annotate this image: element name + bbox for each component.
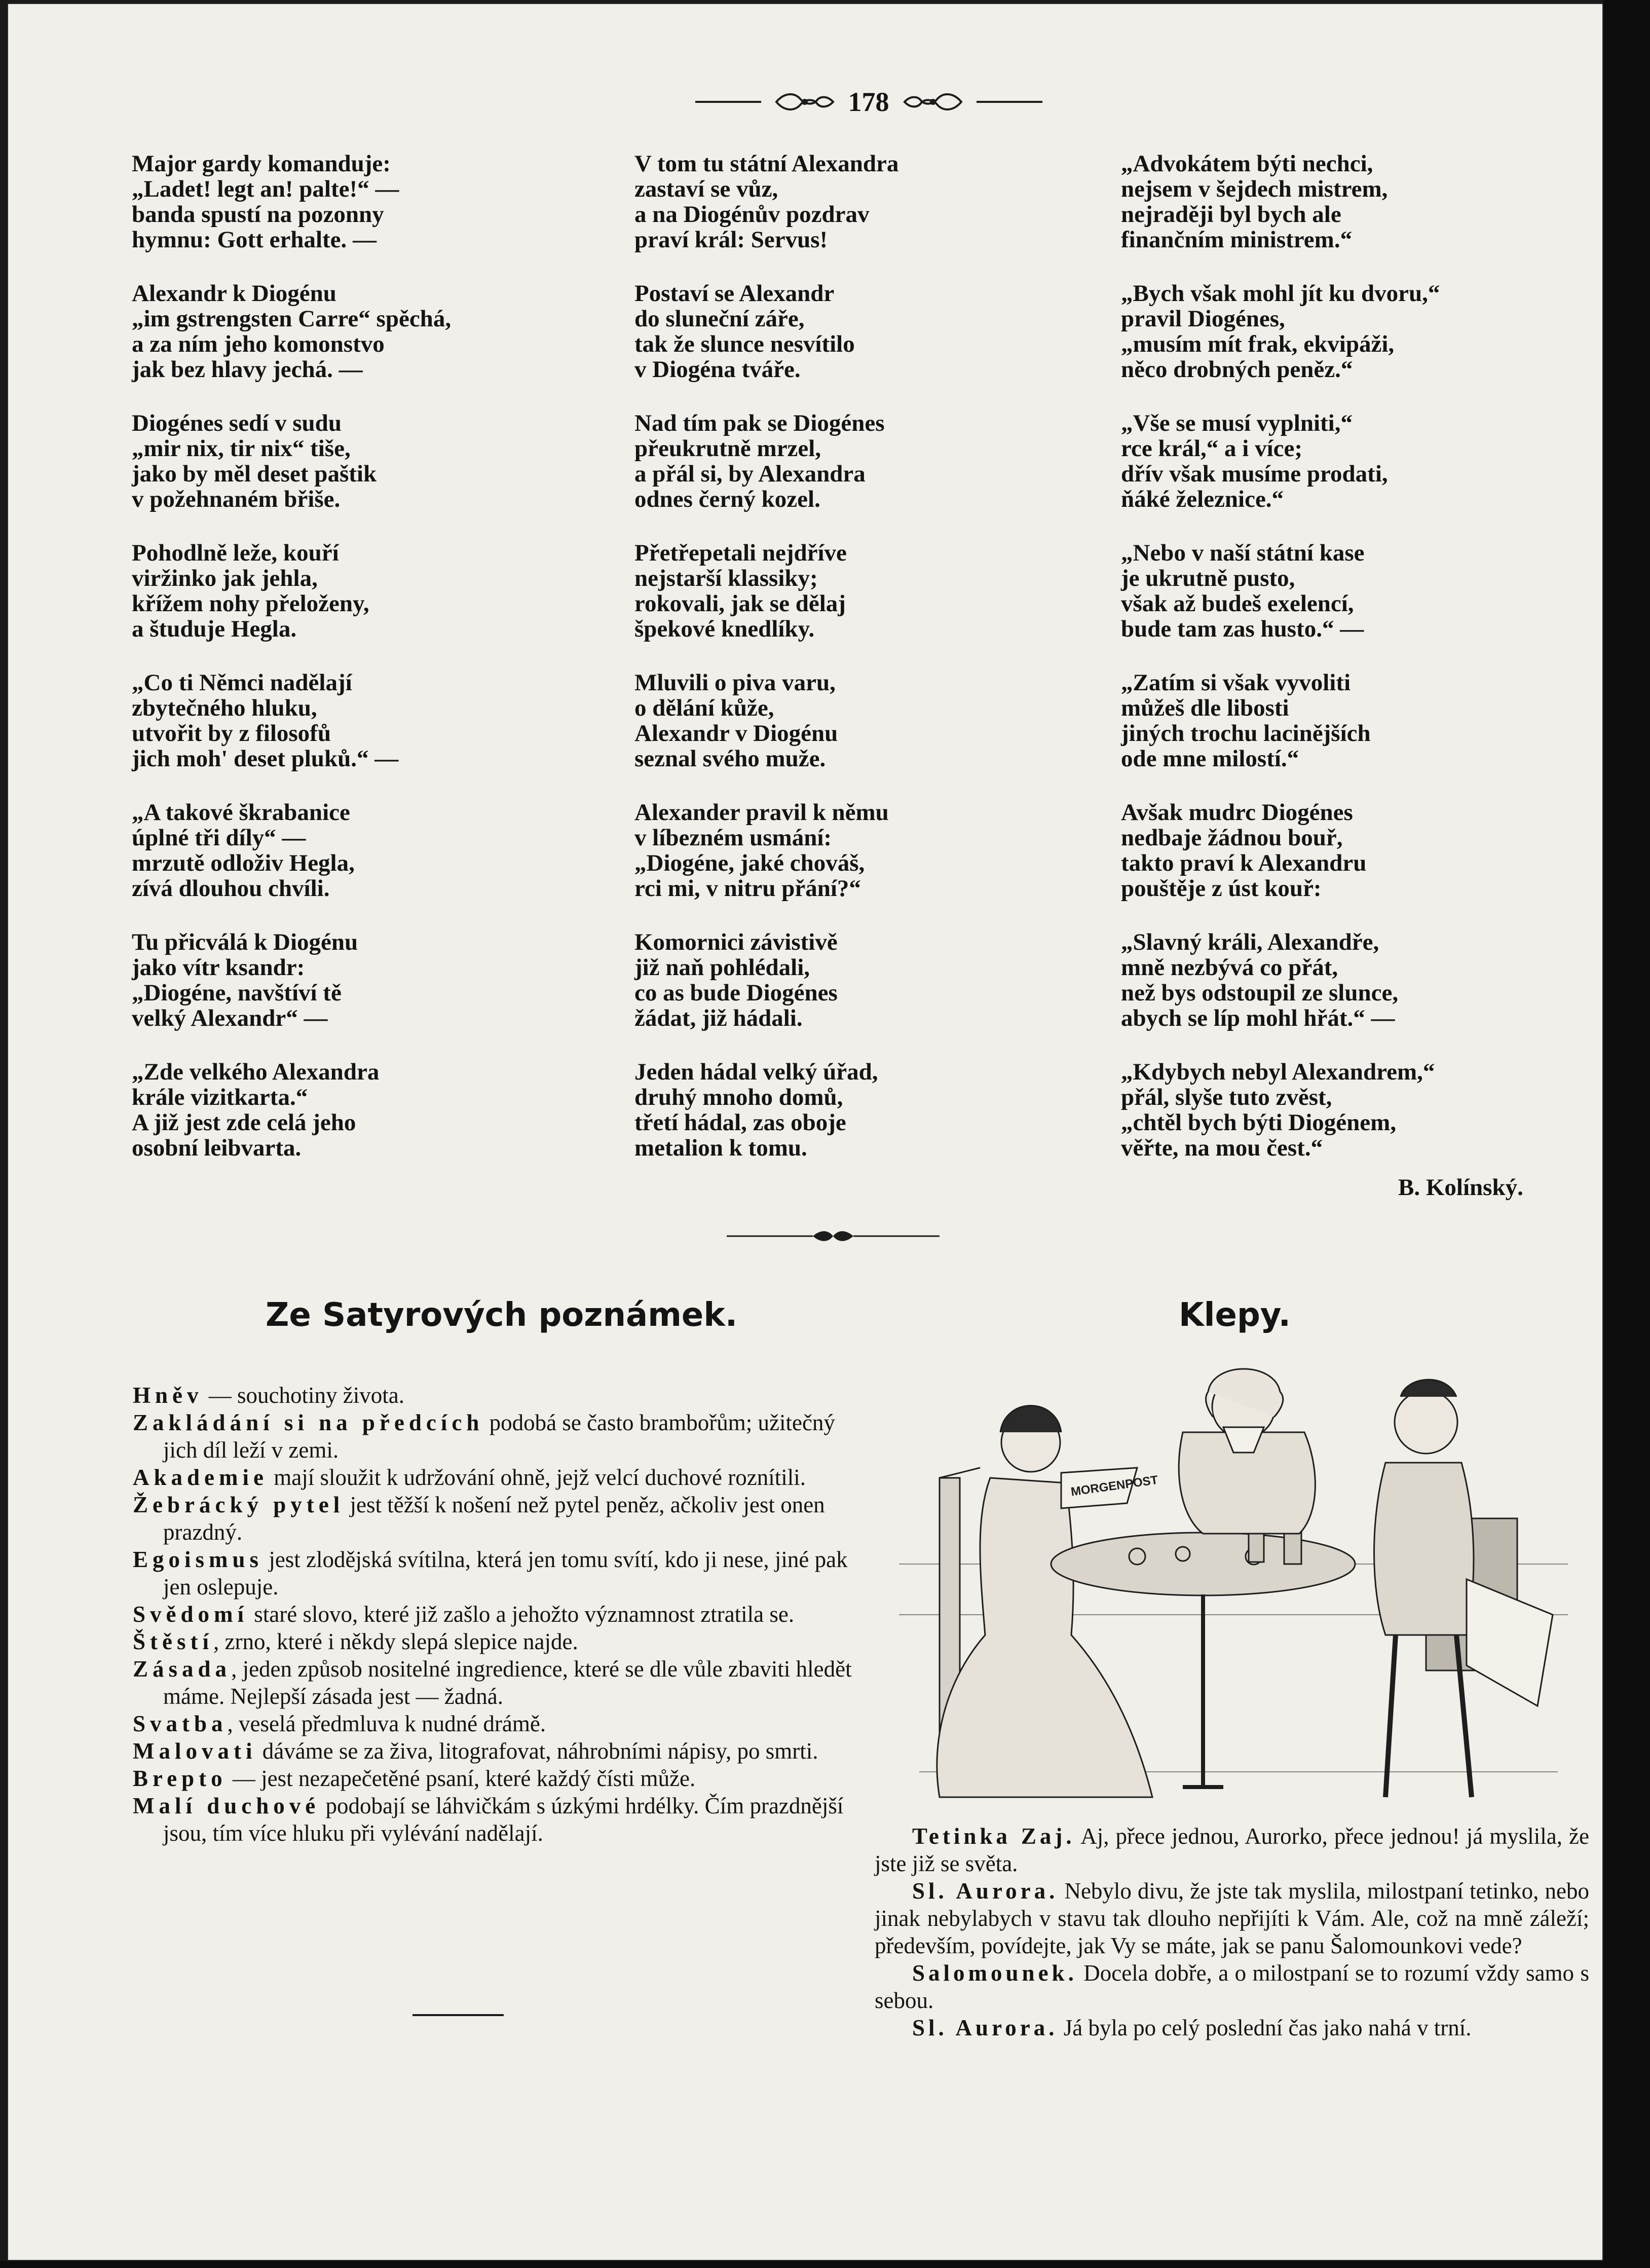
note-entry bbox=[133, 1655, 852, 1710]
poem-line: špekové knedlíky. bbox=[634, 616, 815, 642]
notes-end-rule bbox=[413, 2014, 504, 2016]
poem-line: úplné tři díly“ — bbox=[132, 825, 306, 851]
poem-line: Nad tím pak se Diogénes bbox=[634, 410, 885, 436]
poem-line: jich moh' deset pluků.“ — bbox=[132, 746, 399, 772]
poem-line: Pohodlně leže, kouří bbox=[132, 540, 339, 566]
note-term: Štěstí bbox=[133, 1629, 213, 1654]
poem-line: „chtěl bych býti Diogénem, bbox=[1121, 1109, 1397, 1136]
note-term: Svědomí bbox=[133, 1602, 249, 1627]
poem-line: v Diogéna tváře. bbox=[634, 356, 801, 383]
poem-stanza bbox=[634, 929, 984, 1031]
poem-line: než bys odstoupil ze slunce, bbox=[1121, 980, 1399, 1006]
note-term: Akademie bbox=[133, 1465, 268, 1490]
poem-line: dřív však musíme prodati, bbox=[1121, 461, 1388, 487]
dialog-text: Aj, přece jednou, Aurorko, přece jednou! já myslila, že jste již se světa. bbox=[875, 1824, 1589, 1876]
poem-line: „Nebo v naší státní kase bbox=[1121, 540, 1365, 566]
note-term: Zakládání si na předcích bbox=[133, 1410, 484, 1435]
ornament-right-icon bbox=[903, 90, 963, 114]
note-term: Brepto bbox=[133, 1766, 227, 1791]
note-term: Žebrácký pytel bbox=[133, 1492, 345, 1517]
scan-edge-bottom bbox=[0, 2261, 1650, 2268]
poem-line: Alexandr v Diogénu bbox=[634, 720, 838, 747]
note-text: staré slovo, které již zašlo a jehožto významnost ztratila se. bbox=[248, 1602, 795, 1627]
poem-line: v požehnaném břiše. bbox=[132, 486, 341, 512]
poem-line: metalion k tomu. bbox=[634, 1135, 807, 1161]
poem-line: pouštěje z úst kouř: bbox=[1121, 875, 1322, 902]
poem-line: Jeden hádal velký úřad, bbox=[634, 1059, 878, 1085]
poem-line: abych se líp mohl hřát.“ — bbox=[1121, 1005, 1395, 1031]
note-text: jest zlodějská svítilna, která jen tomu svítí, kdo ji nese, jiné pak jen oslepuje. bbox=[163, 1547, 848, 1600]
poem-stanza bbox=[1121, 1059, 1567, 1161]
poem-line: Alexandr k Diogénu bbox=[132, 280, 336, 307]
header-rule-right bbox=[977, 101, 1042, 103]
poem-line: křížem nohy přeloženy, bbox=[132, 590, 369, 617]
poem-line: a přál si, by Alexandra bbox=[634, 461, 866, 487]
note-text: , veselá předmluva k nudné drámě. bbox=[227, 1711, 546, 1736]
poem-line: o dělání kůže, bbox=[634, 695, 774, 721]
poem-line: Major gardy komanduje: bbox=[132, 151, 391, 177]
poem-line: Avšak mudrc Diogénes bbox=[1121, 799, 1353, 826]
poem-line: „im gstrengsten Carre“ spěchá, bbox=[132, 306, 452, 332]
note-term: Svatba bbox=[133, 1711, 228, 1736]
poem-line: zbytečného hluku, bbox=[132, 695, 317, 721]
poem-line: do sluneční záře, bbox=[634, 306, 805, 332]
note-entry bbox=[133, 1628, 852, 1655]
poem-stanza bbox=[1121, 281, 1567, 382]
section-divider-ornament bbox=[727, 1229, 940, 1244]
poem-line: je ukrutně pusto, bbox=[1121, 565, 1295, 591]
poem-line: jak bez hlavy jechá. — bbox=[132, 356, 363, 383]
note-entry bbox=[133, 1601, 852, 1628]
notes-heading: Ze Satyrových poznámek. bbox=[266, 1296, 738, 1334]
poem-column-1 bbox=[132, 151, 497, 1189]
poem-line: žádat, již hádali. bbox=[634, 1005, 803, 1031]
poem-line: nejsem v šejdech mistrem, bbox=[1121, 176, 1388, 202]
poem-stanza bbox=[132, 800, 497, 901]
poem-line: „Zatím si však vyvoliti bbox=[1121, 670, 1351, 696]
poem-stanza bbox=[634, 670, 984, 771]
poem-line: A již jest zde celá jeho bbox=[132, 1109, 356, 1136]
poem-line: jako by měl deset paštik bbox=[132, 461, 377, 487]
note-entry bbox=[133, 1409, 852, 1464]
poem-line: krále vizitkarta.“ bbox=[132, 1084, 308, 1110]
note-term: Malí duchové bbox=[133, 1793, 320, 1818]
poem-line: „Co ti Němci nadělají bbox=[132, 670, 352, 696]
poem-stanza bbox=[132, 929, 497, 1031]
poem-stanza bbox=[1121, 800, 1567, 901]
poem-line: věřte, na mou čest.“ bbox=[1121, 1135, 1323, 1161]
poem-line: zívá dlouhou chvíli. bbox=[132, 875, 330, 902]
poem-line: finančním ministrem.“ bbox=[1121, 227, 1353, 253]
note-term: Zásada bbox=[133, 1656, 232, 1682]
poem-stanza bbox=[132, 411, 497, 512]
poem-line: „Slavný králi, Alexandře, bbox=[1121, 929, 1379, 955]
poem-line: velký Alexandr“ — bbox=[132, 1005, 328, 1031]
poem-line: „Diogéne, navštíví tě bbox=[132, 980, 342, 1006]
poem-line: zastaví se vůz, bbox=[634, 176, 778, 202]
note-text: podobá se často brambořům; užitečný jich díl leží v zemi. bbox=[163, 1410, 835, 1463]
poem-line: Tu přicválá k Diogénu bbox=[132, 929, 358, 955]
poem-line: jako vítr ksandr: bbox=[132, 954, 305, 981]
note-entry bbox=[133, 1765, 852, 1792]
poem-line: a študuje Hegla. bbox=[132, 616, 297, 642]
poem-line: přál, slyše tuto zvěst, bbox=[1121, 1084, 1332, 1110]
poem-line: „Bych však mohl jít ku dvoru,“ bbox=[1121, 280, 1440, 307]
note-text: — souchotiny života. bbox=[203, 1383, 404, 1408]
poem-line: „mir nix, tir nix“ tiše, bbox=[132, 435, 351, 462]
poem-line: osobní leibvarta. bbox=[132, 1135, 302, 1161]
poem-line: tak že slunce nesvítilo bbox=[634, 331, 855, 357]
poem-line: něco drobných peněz.“ bbox=[1121, 356, 1353, 383]
poem-stanza bbox=[132, 151, 497, 252]
poem-line: nejstarší klassiky; bbox=[634, 565, 818, 591]
poem-stanza bbox=[1121, 929, 1567, 1031]
poem-line: Komornici závistivě bbox=[634, 929, 838, 955]
dialog-speaker: Sl. Aurora. bbox=[912, 1878, 1059, 1904]
dialog-text: Nebylo divu, že jste tak myslila, milostpaní tetinko, nebo jinak nebylabych v stavu tak dlouho nepřijíti k Vám. Ale, což na mně záleží; především, povídejte, jak Vy se máte, jak se panu Šalomounkovi vede? bbox=[875, 1878, 1589, 1958]
poem-stanza bbox=[1121, 411, 1567, 512]
page-header bbox=[651, 79, 1086, 125]
poem-stanza bbox=[1121, 151, 1567, 252]
poem-line: rci mi, v nitru přání?“ bbox=[634, 875, 861, 902]
note-entry bbox=[133, 1491, 852, 1546]
poem-line: „Diogéne, jaké chováš, bbox=[634, 850, 865, 876]
gossip-illustration bbox=[899, 1351, 1568, 1817]
poem-line: pravil Diogénes, bbox=[1121, 306, 1285, 332]
poem-line: „Kdybych nebyl Alexandrem,“ bbox=[1121, 1059, 1435, 1085]
poem-line: „Advokátem býti nechci, bbox=[1121, 151, 1373, 177]
poem-line: nejraději byl bych ale bbox=[1121, 201, 1341, 228]
poem-line: v líbezném usmání: bbox=[634, 825, 832, 851]
dialog-line bbox=[875, 1877, 1589, 1959]
poem-line: odnes černý kozel. bbox=[634, 486, 820, 512]
newspaper-label: MORGENPOST bbox=[1070, 1473, 1159, 1499]
note-text: — jest nezapečetěné psaní, které každý čísti může. bbox=[227, 1766, 696, 1791]
note-entry bbox=[133, 1546, 852, 1601]
poem-stanza bbox=[634, 1059, 984, 1161]
poem-line: bude tam zas husto.“ — bbox=[1121, 616, 1364, 642]
note-entry bbox=[133, 1737, 852, 1765]
dialog-line bbox=[875, 1823, 1589, 1877]
poem-line: „Ladet! legt an! palte!“ — bbox=[132, 176, 399, 202]
note-text: , jeden způsob nositelné ingredience, které se dle vůle zbaviti hledět máme. Nejlepší zásada jest — žadná. bbox=[163, 1656, 852, 1709]
poem-stanza bbox=[634, 281, 984, 382]
note-entry bbox=[133, 1382, 852, 1409]
note-text: podobají se láhvičkám s úzkými hrdélky. Čím prazdnější jsou, tím více hluku při vylévání nadělají. bbox=[163, 1793, 844, 1846]
poem-column-2 bbox=[634, 151, 984, 1189]
klepy-heading: Klepy. bbox=[1179, 1296, 1291, 1334]
poem-line: jiných trochu lacinějších bbox=[1121, 720, 1371, 747]
poem-line: utvořit by z filosofů bbox=[132, 720, 331, 747]
poem-signature: B. Kolínský. bbox=[1398, 1174, 1523, 1201]
poem-line: třetí hádal, zas oboje bbox=[634, 1109, 846, 1136]
dialog-speaker: Salomounek. bbox=[912, 1960, 1077, 1986]
note-text: mají sloužit k udržování ohně, jejž velcí duchové roznítili. bbox=[268, 1465, 806, 1490]
poem-line: druhý mnoho domů, bbox=[634, 1084, 843, 1110]
poem-line: takto praví k Alexandru bbox=[1121, 850, 1367, 876]
poem-line: seznal svého muže. bbox=[634, 746, 826, 772]
dialog-line bbox=[875, 2014, 1589, 2041]
poem-line: a za ním jeho komonstvo bbox=[132, 331, 385, 357]
poem-stanza bbox=[132, 281, 497, 382]
note-term: Egoismus bbox=[133, 1547, 264, 1572]
poem-line: banda spustí na pozonny bbox=[132, 201, 384, 228]
poem-line: viržinko jak jehla, bbox=[132, 565, 318, 591]
poem-line: ňáké železnice.“ bbox=[1121, 486, 1284, 512]
poem-line: V tom tu státní Alexandra bbox=[634, 151, 899, 177]
poem-stanza bbox=[634, 411, 984, 512]
poem-line: a na Diogénův pozdrav bbox=[634, 201, 870, 228]
poem-stanza bbox=[132, 670, 497, 771]
poem-line: Alexander pravil k němu bbox=[634, 799, 889, 826]
dialog-line bbox=[875, 1959, 1589, 2014]
poem-line: Mluvili o piva varu, bbox=[634, 670, 836, 696]
poem-line: „Zde velkého Alexandra bbox=[132, 1059, 380, 1085]
poem-line: hymnu: Gott erhalte. — bbox=[132, 227, 377, 253]
poem-stanza bbox=[1121, 670, 1567, 771]
poem-stanza bbox=[1121, 540, 1567, 642]
dialog-text: Já byla po celý poslední čas jako nahá v trní. bbox=[1058, 2015, 1472, 2040]
note-text: , zrno, které i někdy slepá slepice najde. bbox=[213, 1629, 578, 1654]
dialog-speaker: Tetinka Zaj. bbox=[912, 1824, 1075, 1849]
note-term: Hněv bbox=[133, 1383, 203, 1408]
ornament-left-icon bbox=[774, 90, 835, 114]
poem-stanza bbox=[132, 1059, 497, 1161]
poem-stanza bbox=[634, 800, 984, 901]
poem-line: „musím mít frak, ekvipáži, bbox=[1121, 331, 1395, 357]
note-entry bbox=[133, 1464, 852, 1491]
poem-line: „Vše se musí vyplniti,“ bbox=[1121, 410, 1353, 436]
poem-line: mrzutě odloživ Hegla, bbox=[132, 850, 355, 876]
dialog-speaker: Sl. Aurora. bbox=[912, 2015, 1058, 2040]
poem-line: přeukrutně mrzel, bbox=[634, 435, 821, 462]
note-text: dáváme se za živa, litografovat, náhrobními nápisy, po smrti. bbox=[256, 1738, 818, 1764]
dialog-text: Docela dobře, a o milostpaní se to rozumí vždy samo s sebou. bbox=[875, 1960, 1589, 2013]
poem-line: „A takové škrabanice bbox=[132, 799, 350, 826]
page-number: 178 bbox=[848, 87, 889, 117]
poem-stanza bbox=[634, 540, 984, 642]
poem-column-3 bbox=[1121, 151, 1567, 1189]
note-entry bbox=[133, 1710, 852, 1737]
poem-line: již naň pohlédali, bbox=[634, 954, 810, 981]
poem-line: Diogénes sedí v sudu bbox=[132, 410, 342, 436]
poem-line: rokovali, jak se dělaj bbox=[634, 590, 846, 617]
note-term: Malovati bbox=[133, 1738, 257, 1764]
poem-line: praví král: Servus! bbox=[634, 227, 828, 253]
magazine-page bbox=[7, 3, 1603, 2261]
poem-line: můžeš dle libosti bbox=[1121, 695, 1289, 721]
note-entry bbox=[133, 1792, 852, 1847]
poem-stanza bbox=[132, 540, 497, 642]
poem-line: však až budeš exelencí, bbox=[1121, 590, 1354, 617]
poem-line: co as bude Diogénes bbox=[634, 980, 838, 1006]
klepy-dialog bbox=[875, 1823, 1589, 2041]
poem-line: nedbaje žádnou bouř, bbox=[1121, 825, 1343, 851]
scan-edge-right bbox=[1603, 0, 1650, 2268]
poem-line: mně nezbývá co přát, bbox=[1121, 954, 1338, 981]
note-text: jest těžší k nošení než pytel peněz, ačkoliv jest onen prazdný. bbox=[163, 1492, 825, 1545]
poem-line: Přetřepetali nejdříve bbox=[634, 540, 847, 566]
poem-line: ode mne milostí.“ bbox=[1121, 746, 1299, 772]
header-rule-left bbox=[695, 101, 761, 103]
poem-line: rce král,“ a i více; bbox=[1121, 435, 1303, 462]
satyr-notes bbox=[133, 1382, 852, 1847]
poem-stanza bbox=[634, 151, 984, 252]
poem-line: Postaví se Alexandr bbox=[634, 280, 835, 307]
